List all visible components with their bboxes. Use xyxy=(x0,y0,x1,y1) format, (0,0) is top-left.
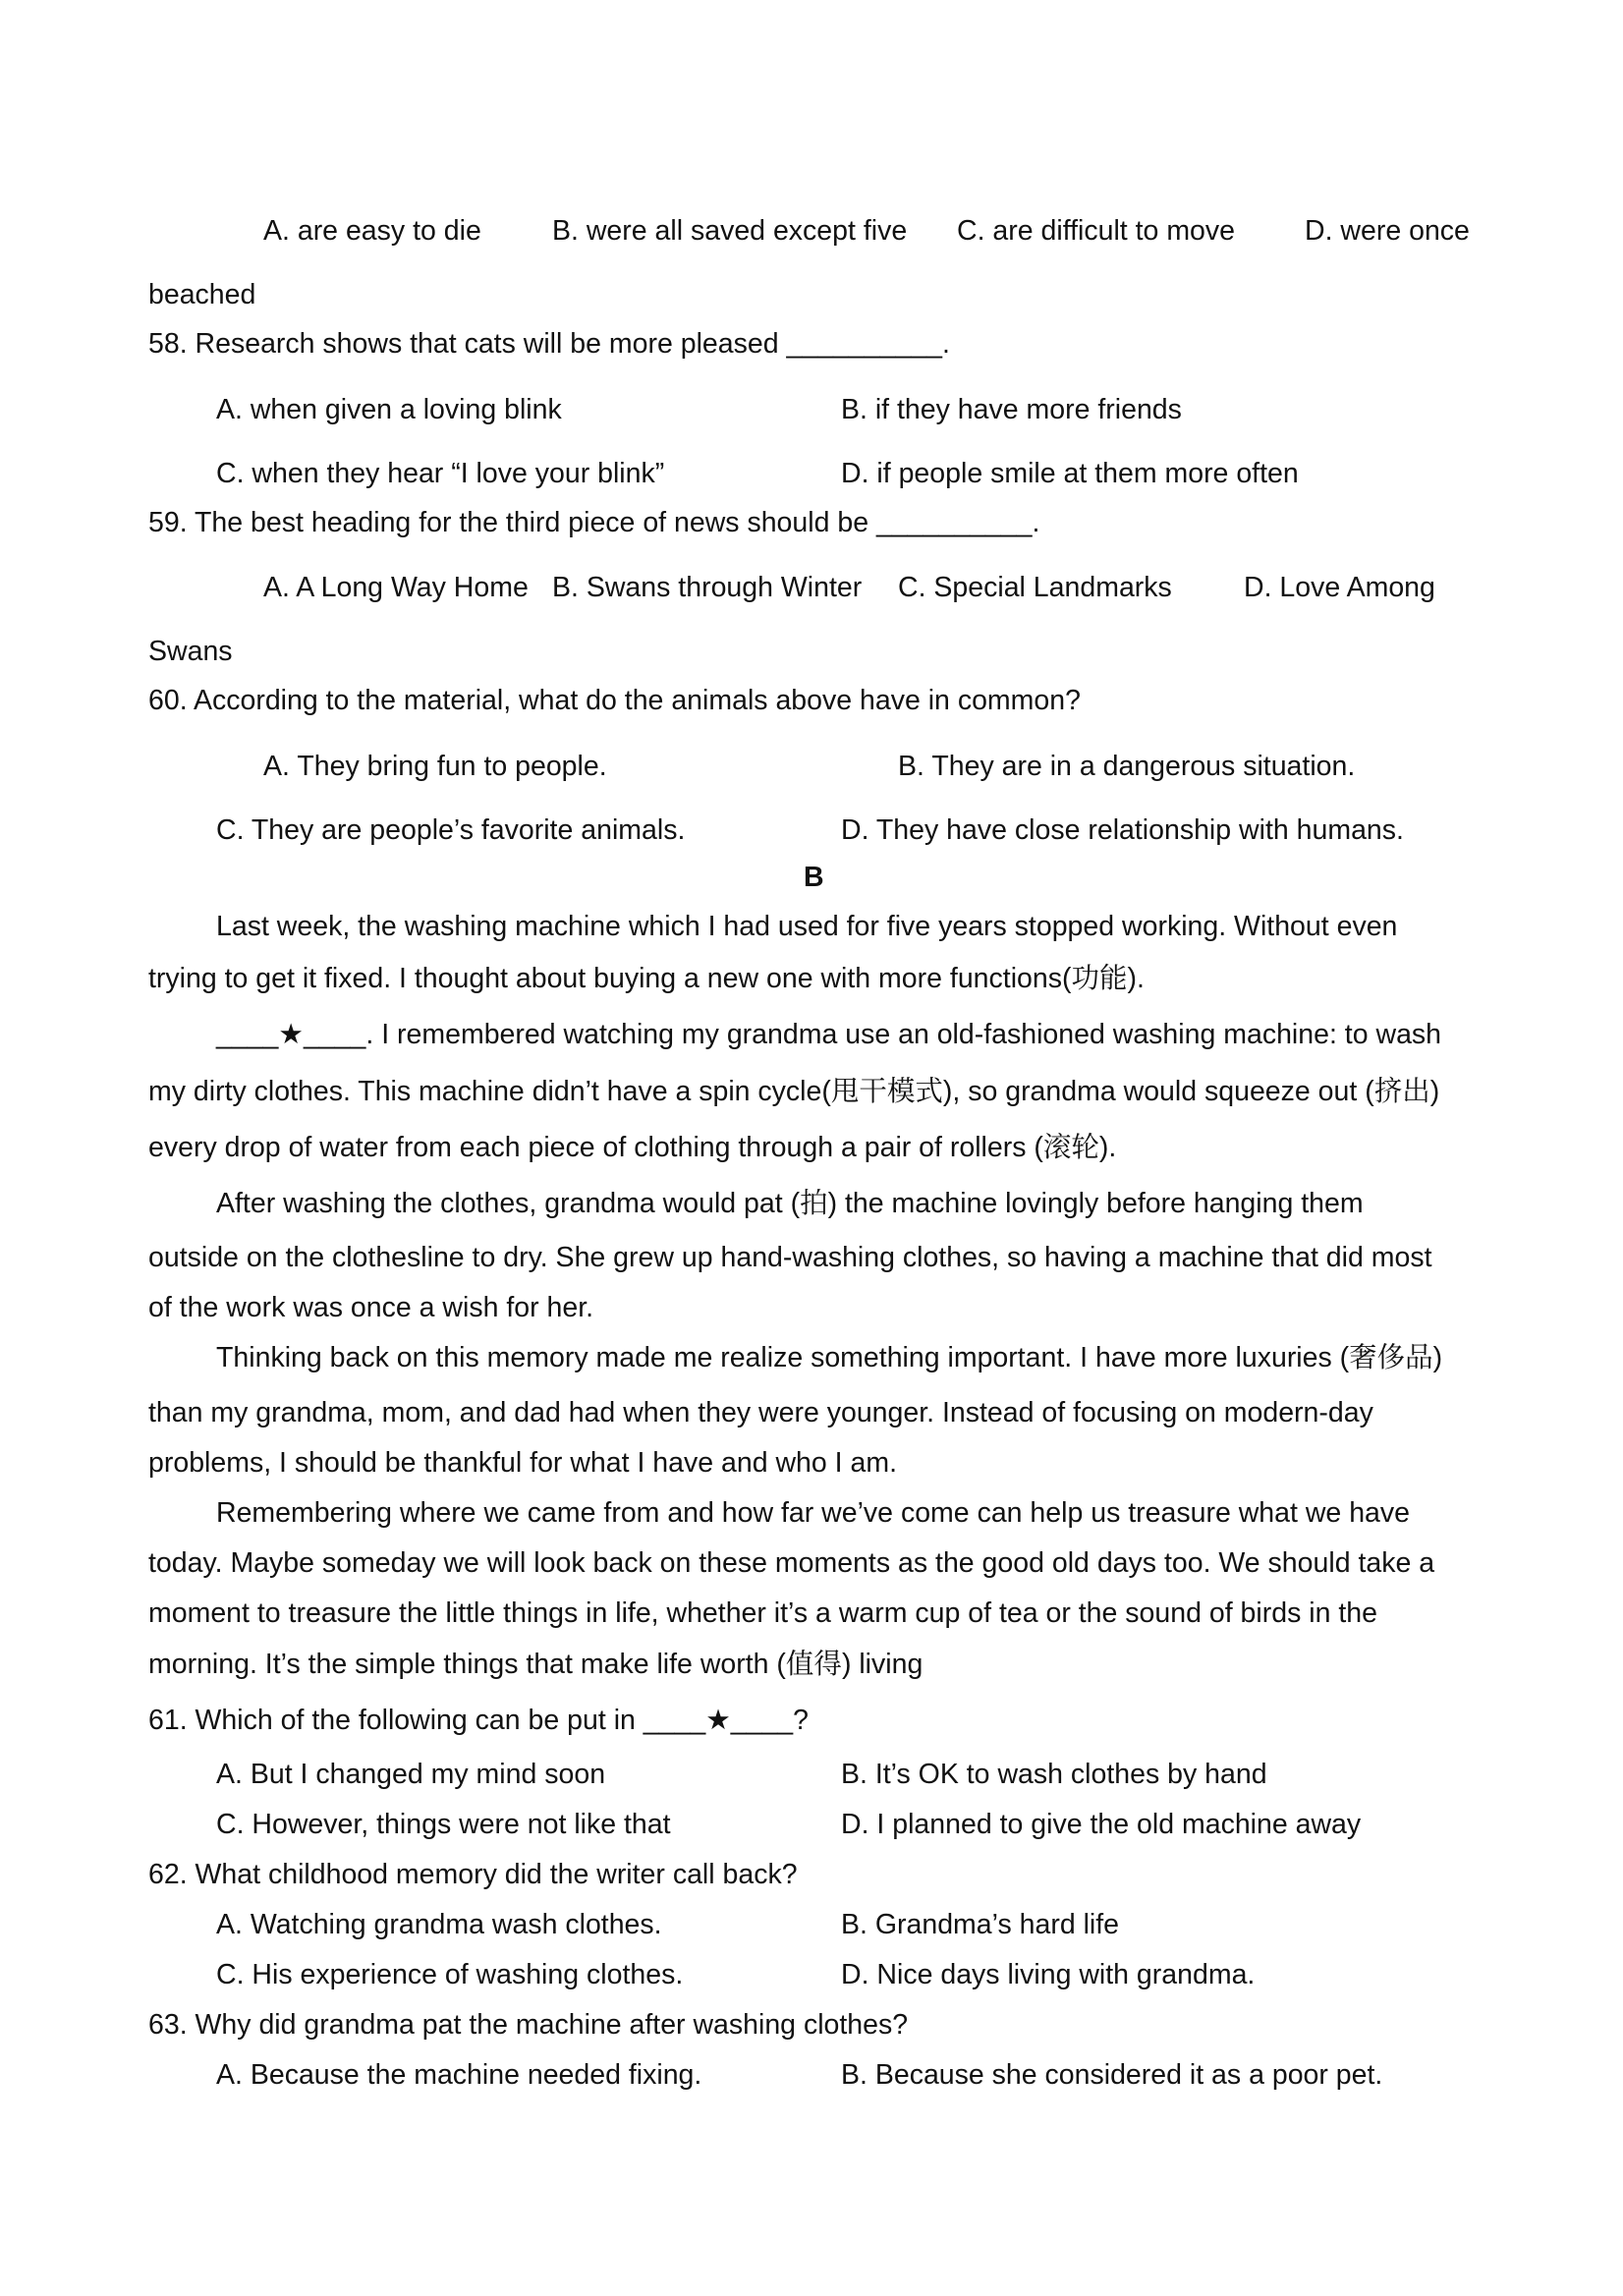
q58-option-b[interactable]: B. if they have more friends xyxy=(841,394,1182,425)
q62-option-a[interactable]: A. Watching grandma wash clothes. xyxy=(216,1909,662,1940)
q59-stem: 59. The best heading for the third piece of news should be __________. xyxy=(148,507,1040,538)
q61-option-a[interactable]: A. But I changed my mind soon xyxy=(216,1759,606,1790)
q57-option-d[interactable]: D. were once xyxy=(1305,215,1470,247)
q60-option-b[interactable]: B. They are in a dangerous situation. xyxy=(898,751,1356,782)
passage-p5-line2: today. Maybe someday we will look back on these moments as the good old days too. We should take a xyxy=(148,1547,1435,1579)
passage-p2-line3: every drop of water from each piece of clothing through a pair of rollers (滚轮). xyxy=(148,1131,1117,1163)
q59-option-c[interactable]: C. Special Landmarks xyxy=(898,572,1172,603)
passage-p4-line1: Thinking back on this memory made me realize something important. I have more luxuries (奢侈品) xyxy=(216,1341,1443,1373)
passage-p2-line1: ____★____. I remembered watching my grandma use an old-fashioned washing machine: to wash xyxy=(216,1019,1442,1050)
q57-option-d-cont: beached xyxy=(148,279,256,310)
passage-p2-line2: my dirty clothes. This machine didn’t have a spin cycle(甩干模式), so grandma would squeeze out (挤出) xyxy=(148,1075,1440,1107)
passage-p5-line3: moment to treasure the little things in life, whether it’s a warm cup of tea or the sound of birds in the xyxy=(148,1597,1377,1629)
q61-stem: 61. Which of the following can be put in ____★____? xyxy=(148,1705,810,1736)
q60-option-c[interactable]: C. They are people’s favorite animals. xyxy=(216,814,686,846)
q62-stem: 62. What childhood memory did the writer call back? xyxy=(148,1859,798,1890)
q60-option-a[interactable]: A. They bring fun to people. xyxy=(263,751,607,782)
q58-option-d[interactable]: D. if people smile at them more often xyxy=(841,458,1299,489)
q57-option-b[interactable]: B. were all saved except five xyxy=(552,215,908,247)
q62-option-b[interactable]: B. Grandma’s hard life xyxy=(841,1909,1120,1940)
q63-option-b[interactable]: B. Because she considered it as a poor pet. xyxy=(841,2059,1383,2091)
passage-p1-line2: trying to get it fixed. I thought about buying a new one with more functions(功能). xyxy=(148,962,1145,994)
q61-option-b[interactable]: B. It’s OK to wash clothes by hand xyxy=(841,1759,1267,1790)
q63-option-a[interactable]: A. Because the machine needed fixing. xyxy=(216,2059,702,2091)
q62-option-c[interactable]: C. His experience of washing clothes. xyxy=(216,1959,684,1990)
passage-p3-line2: outside on the clothesline to dry. She grew up hand-washing clothes, so having a machine that did most xyxy=(148,1242,1432,1273)
q63-stem: 63. Why did grandma pat the machine after washing clothes? xyxy=(148,2009,909,2041)
q59-option-a[interactable]: A. A Long Way Home xyxy=(263,572,529,603)
q60-option-d[interactable]: D. They have close relationship with humans. xyxy=(841,814,1404,846)
q59-option-b[interactable]: B. Swans through Winter xyxy=(552,572,863,603)
q58-stem: 58. Research shows that cats will be more pleased __________. xyxy=(148,328,950,360)
passage-p4-line3: problems, I should be thankful for what I have and who I am. xyxy=(148,1447,898,1479)
q59-option-d-cont: Swans xyxy=(148,636,233,667)
passage-p4-line2: than my grandma, mom, and dad had when they were younger. Instead of focusing on modern-day xyxy=(148,1397,1373,1428)
q57-option-c[interactable]: C. are difficult to move xyxy=(957,215,1236,247)
section-b-title: B xyxy=(804,862,824,893)
q62-option-d[interactable]: D. Nice days living with grandma. xyxy=(841,1959,1256,1990)
q61-option-c[interactable]: C. However, things were not like that xyxy=(216,1809,671,1840)
q57-option-a[interactable]: A. are easy to die xyxy=(263,215,481,247)
q61-option-d[interactable]: D. I planned to give the old machine away xyxy=(841,1809,1362,1840)
passage-p3-line3: of the work was once a wish for her. xyxy=(148,1292,594,1323)
q58-option-a[interactable]: A. when given a loving blink xyxy=(216,394,562,425)
q58-option-c[interactable]: C. when they hear “I love your blink” xyxy=(216,458,665,489)
passage-p5-line4: morning. It’s the simple things that make life worth (值得) living xyxy=(148,1648,923,1680)
q59-option-d[interactable]: D. Love Among xyxy=(1244,572,1435,603)
q60-stem: 60. According to the material, what do the animals above have in common? xyxy=(148,685,1081,716)
passage-p3-line1: After washing the clothes, grandma would pat (拍) the machine lovingly before hanging them xyxy=(216,1187,1364,1219)
passage-p5-line1: Remembering where we came from and how far we’ve come can help us treasure what we have xyxy=(216,1497,1410,1529)
passage-p1-line1: Last week, the washing machine which I had used for five years stopped working. Without even xyxy=(216,911,1398,942)
